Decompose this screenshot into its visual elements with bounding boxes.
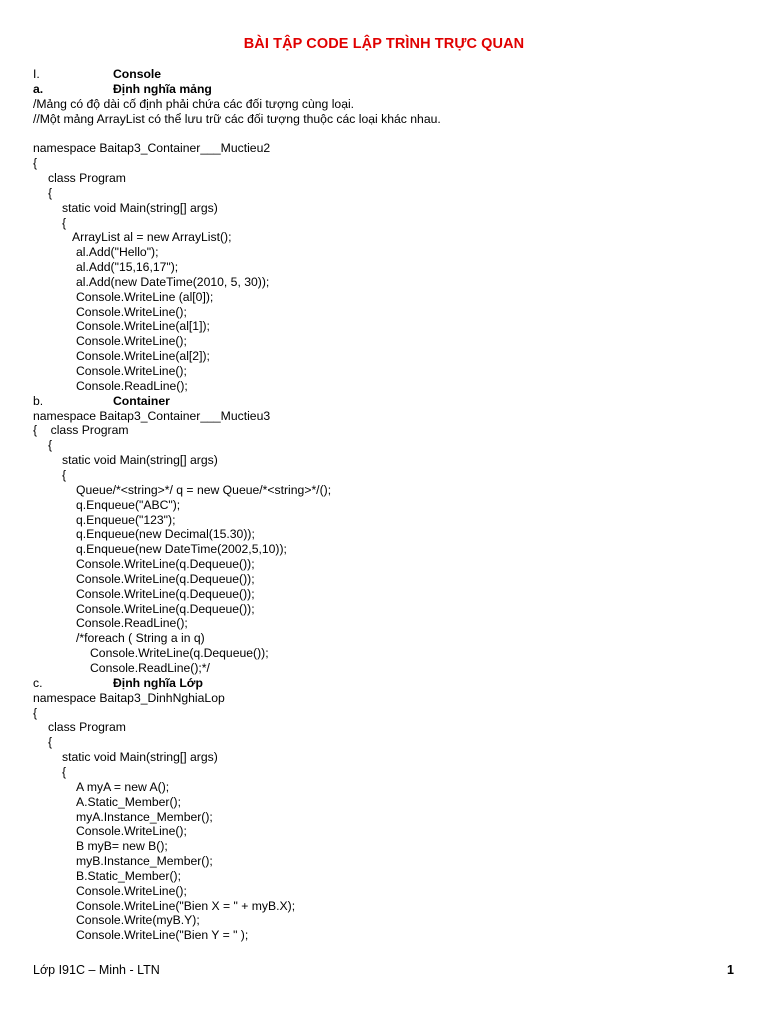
code-line: myA.Instance_Member(); (76, 809, 213, 824)
code-line: //Một mảng ArrayList có thể lưu trữ các đối tượng thuộc các loại khác nhau. (33, 111, 441, 126)
code-line: static void Main(string[] args) (62, 453, 218, 468)
code-line: Console.Write(myB.Y); (76, 913, 200, 928)
code-line: Console.WriteLine(al[2]); (76, 349, 210, 364)
code-line: Console.ReadLine();*/ (90, 661, 210, 675)
code-line: Console.WriteLine(q.Dequeue()); (90, 646, 269, 661)
code-line: q.Enqueue("123"); (76, 512, 176, 527)
code-line: /*foreach ( String a in q) (76, 631, 205, 646)
code-line: Console.ReadLine(); (76, 378, 188, 393)
section-marker: I. (33, 67, 40, 81)
code-line: q.Enqueue(new DateTime(2002,5,10)); (76, 542, 287, 557)
section-heading-text: Container (113, 393, 170, 408)
code-line: ArrayList al = new ArrayList(); (72, 230, 232, 245)
code-line: Console.WriteLine(q.Dequeue()); (76, 601, 255, 616)
section-heading-text: Console (113, 67, 162, 81)
code-line: Console.WriteLine(q.Dequeue()); (76, 571, 255, 586)
code-line: /Mảng có độ dài cố định phải chứa các đối tượng cùng loại. (33, 96, 355, 111)
section-heading (33, 393, 170, 409)
code-line: { (62, 764, 67, 779)
code-line: Console.WriteLine(); (76, 304, 187, 319)
code-line: namespace Baitap3_DinhNghiaLop (33, 690, 225, 705)
code-line: q.Enqueue("ABC"); (76, 497, 181, 512)
code-line: { (62, 467, 67, 482)
section-marker: b. (33, 393, 44, 408)
code-line: myB.Instance_Member(); (76, 854, 213, 869)
section-marker: c. (33, 675, 43, 690)
code-line: Console.WriteLine(q.Dequeue()); (76, 557, 255, 572)
code-line: static void Main(string[] args) (62, 750, 218, 765)
code-line: B myB= new B(); (76, 839, 168, 854)
code-line: class Program (48, 720, 126, 735)
code-line: { (48, 438, 53, 453)
section-marker: a. (33, 81, 44, 96)
section-heading (33, 675, 203, 691)
code-line: { (33, 705, 38, 720)
section-heading-text: Định nghĩa Lớp (113, 675, 203, 690)
section-heading-text: Định nghĩa mảng (113, 81, 212, 96)
code-line: { class Program (33, 423, 129, 438)
code-line: Console.WriteLine(al[1]); (76, 319, 210, 334)
code-line: namespace Baitap3_Container___Muctieu3 (33, 408, 271, 423)
code-line: al.Add(new DateTime(2010, 5, 30)); (76, 274, 270, 289)
code-line: Console.WriteLine(); (76, 824, 187, 839)
code-line: q.Enqueue(new Decimal(15.30)); (76, 527, 255, 542)
code-line: Console.WriteLine(q.Dequeue()); (76, 586, 255, 601)
code-line: Console.WriteLine(); (76, 334, 187, 349)
code-line: Queue/*<string>*/ q = new Queue/*<string>*/(); (76, 482, 332, 497)
code-line: class Program (48, 170, 126, 185)
code-line: { (48, 735, 53, 750)
code-line: { (62, 215, 67, 230)
code-line: Console.WriteLine (al[0]); (76, 289, 214, 304)
page-title: BÀI TẬP CODE LẬP TRÌNH TRỰC QUAN (243, 36, 525, 52)
page-number: 1 (727, 963, 734, 977)
code-line: static void Main(string[] args) (62, 200, 218, 215)
code-line: A.Static_Member(); (76, 794, 181, 809)
code-line: { (33, 156, 38, 171)
code-line: A myA = new A(); (76, 779, 170, 794)
code-line: namespace Baitap3_Container___Muctieu2 (33, 141, 271, 156)
code-line: Console.WriteLine(); (76, 364, 187, 378)
section-heading (33, 67, 162, 82)
footer-text: Lớp I91C – Minh - LTN (33, 963, 160, 977)
code-line: Console.WriteLine("Bien X = " + myB.X); (76, 898, 296, 913)
code-line: { (48, 185, 53, 200)
code-line: B.Static_Member(); (76, 868, 181, 883)
code-line: al.Add("15,16,17"); (76, 260, 179, 275)
code-line: al.Add("Hello"); (76, 245, 159, 260)
code-line: Console.WriteLine(); (76, 883, 187, 898)
code-line: Console.WriteLine("Bien Y = " ); (76, 928, 249, 943)
code-line: Console.ReadLine(); (76, 616, 188, 631)
section-heading (33, 81, 212, 97)
